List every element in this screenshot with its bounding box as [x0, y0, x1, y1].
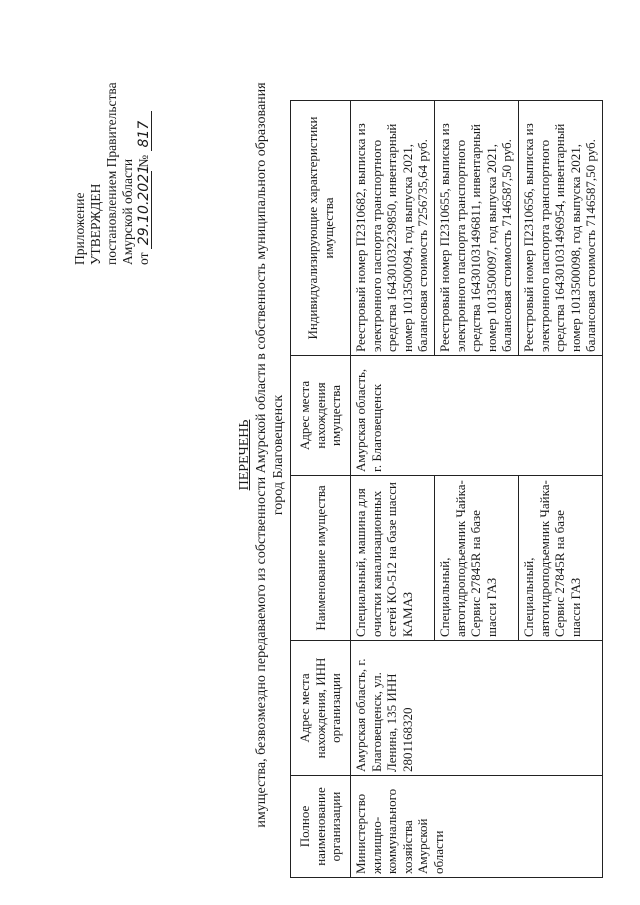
table-header-row [291, 101, 351, 878]
header-characteristics: Индивидуализирующие характеристики имущества [291, 101, 351, 356]
property-name-cell: Специальный, автогидроподъемник Чайка-Сервис 27845R на базе шасси ГАЗ [435, 476, 519, 641]
header-property-name: Наименование имущества [291, 476, 351, 641]
approval-block [72, 25, 152, 265]
property-table [290, 100, 603, 878]
approved-label: УТВЕРЖДЕН [88, 183, 103, 265]
header-property-address: Адрес места нахождения имущества [291, 356, 351, 476]
property-details-cell: Реестровый номер П2310655, выписка из электронного паспорта транспортного средства 164301031496811, инвентарный номер 1013500097, год выпуска 2021, балансовая стоимость 7146587,50 руб. [435, 101, 519, 356]
org-address-cell: Амурская область, г. Благовещенск, ул. Ленина, 135 ИНН 2801168320 [351, 641, 603, 776]
header-org-address: Адрес места нахождения, ИНН организации [291, 641, 351, 776]
document-heading: ПЕРЕЧЕНЬ [237, 419, 252, 491]
handwritten-number: 817 [137, 112, 152, 152]
header-org-name: Полное наименование организации [291, 776, 351, 878]
document-subtitle-municipality: город Благовещенск [271, 394, 286, 516]
appendix-label: Приложение [72, 192, 87, 265]
property-name-cell: Специальный, машина для очистки канализационных сетей КО-512 на базе шасси КАМАЗ [351, 476, 435, 641]
handwritten-date: 29.10.2021 [137, 171, 152, 249]
property-details-cell: Реестровый номер П2310656, выписка из электронного паспорта транспортного средства 164301031496954, инвентарный номер 1013500098, год выпуска 2021, балансовая стоимость 7146587,50 руб. [519, 101, 603, 356]
org-name-cell: Министерство жилищно-коммунального хозяйства Амурской области [351, 776, 603, 878]
property-name-cell: Специальный, автогидроподъемник Чайка-Сервис 27845R на базе шасси ГАЗ [519, 476, 603, 641]
property-address-cell: Амурская область, г. Благовещенск [351, 356, 603, 476]
date-prefix: от [136, 252, 151, 265]
document-subtitle: имущества, безвозмездно передаваемого из собственности Амурской области в собственность муниципального образования [254, 82, 269, 828]
table-row [351, 101, 435, 878]
decree-label: постановлением Правительства [104, 82, 119, 265]
property-details-cell: Реестровый номер П2310682, выписка из электронного паспорта транспортного средства 164301032239850, инвентарный номер 1013500094, год выпуска 2021, балансовая стоимость 7256735,64 руб. [351, 101, 435, 356]
region-label: Амурской области [120, 158, 135, 265]
number-prefix: № [136, 154, 151, 168]
date-number-line [136, 25, 152, 265]
